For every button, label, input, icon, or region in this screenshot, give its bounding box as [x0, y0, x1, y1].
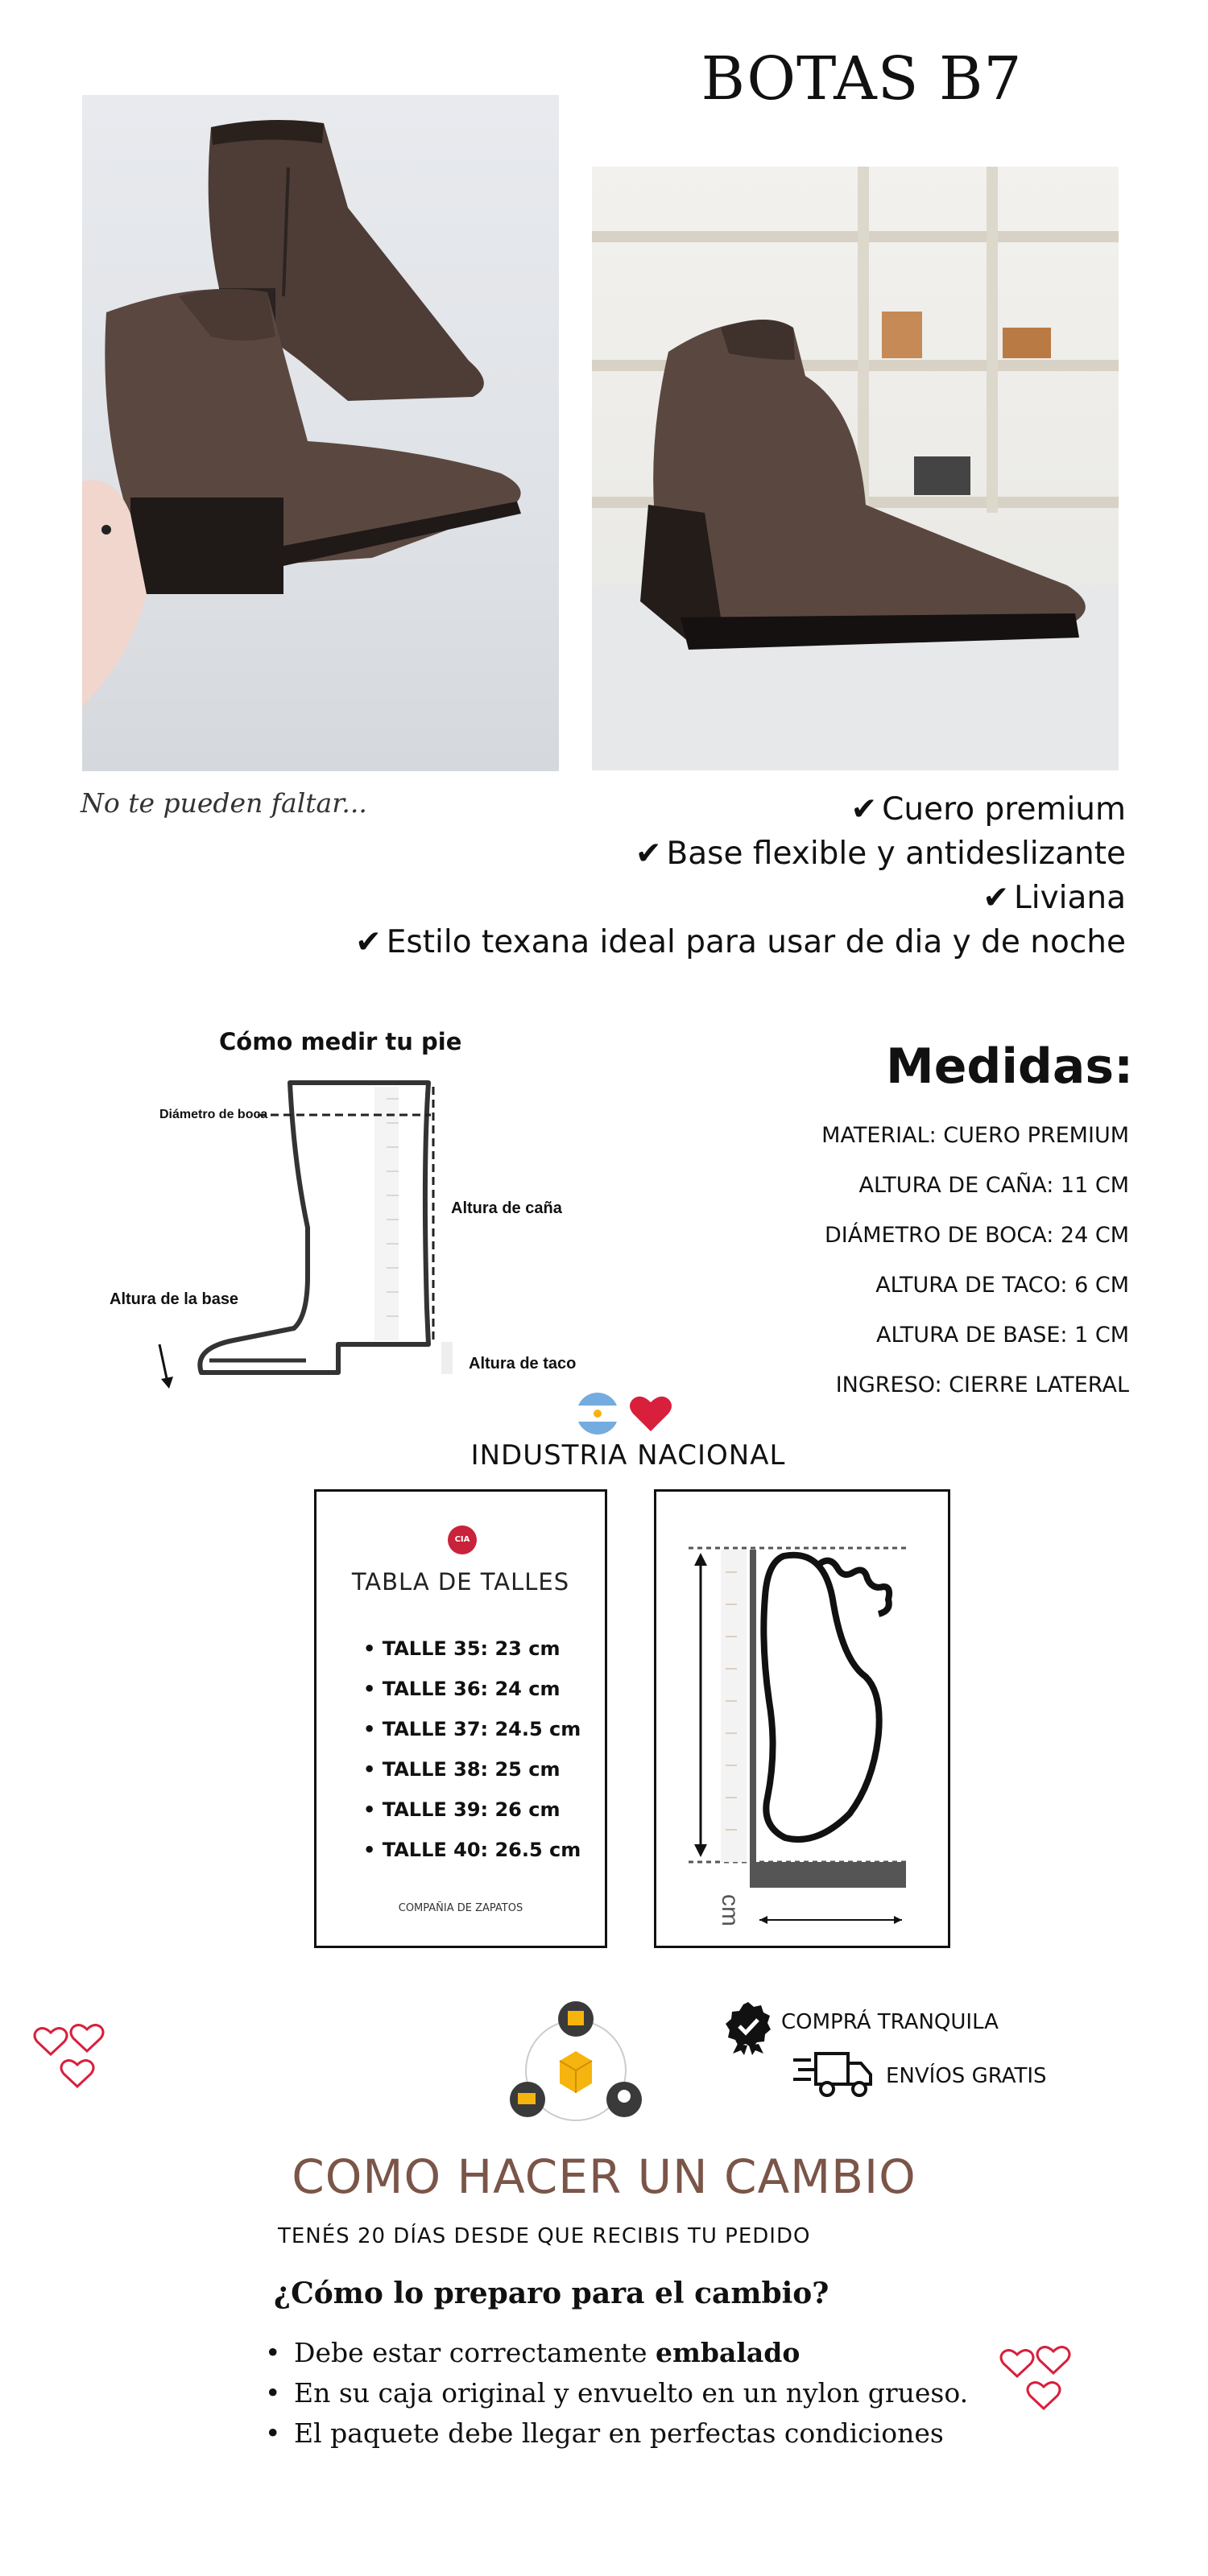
size-item: • TALLE 36: 24 cm	[363, 1678, 561, 1700]
medida-item: ALTURA DE TACO: 6 CM	[875, 1273, 1129, 1298]
argentina-flag-icon	[575, 1391, 680, 1436]
heart-icon	[630, 1397, 672, 1431]
verified-badge-icon	[720, 1999, 776, 2055]
label-mouth: Diámetro de boca	[159, 1108, 268, 1121]
medida-item: ALTURA DE CAÑA: 11 CM	[858, 1173, 1129, 1198]
size-item: • TALLE 38: 25 cm	[363, 1758, 561, 1781]
cambio-item: • En su caja original y envuelto en un nylon grueso.	[294, 2373, 978, 2413]
brand-logo: CIA	[448, 1525, 477, 1554]
cambio-question: ¿Cómo lo preparo para el cambio?	[274, 2277, 829, 2310]
boot-measure-diagram	[97, 1067, 612, 1405]
industria-nacional: INDUSTRIA NACIONAL	[470, 1439, 786, 1472]
boots-hand-illustration	[82, 95, 559, 771]
size-table-footer: COMPAÑIA DE ZAPATOS	[398, 1902, 523, 1914]
size-table-title: TABLA DE TALLES	[351, 1568, 570, 1596]
medida-item: ALTURA DE BASE: 1 CM	[876, 1323, 1129, 1348]
size-item: • TALLE 37: 24.5 cm	[363, 1718, 581, 1740]
foot-measure-card	[654, 1489, 950, 1948]
truck-icon	[793, 2049, 874, 2099]
tagline: No te pueden faltar...	[81, 787, 367, 819]
feature-item: ✔ Cuero premium	[850, 791, 1126, 828]
check-icon: ✔	[635, 836, 662, 872]
label-heel: Altura de taco	[469, 1355, 577, 1373]
hearts-decoration-icon	[997, 2343, 1078, 2415]
compra-tranquila: COMPRÁ TRANQUILA	[781, 2010, 999, 2034]
size-table-card	[314, 1489, 607, 1948]
boot-shelf-illustration	[592, 167, 1119, 770]
size-item: • TALLE 35: 23 cm	[363, 1637, 561, 1660]
medida-item: DIÁMETRO DE BOCA: 24 CM	[824, 1223, 1129, 1248]
product-photo-shelf	[592, 167, 1119, 770]
label-shaft: Altura de caña	[451, 1199, 562, 1217]
label-base: Altura de la base	[110, 1290, 239, 1308]
measure-title: Cómo medir tu pie	[219, 1028, 462, 1055]
feature-item: ✔ Estilo texana ideal para usar de dia y de noche	[355, 924, 1126, 960]
medida-item: MATERIAL: CUERO PREMIUM	[821, 1123, 1129, 1148]
cambio-list	[294, 2333, 978, 2454]
cambio-item: • Debe estar correctamente embalado	[294, 2333, 978, 2373]
foot-measure-diagram	[656, 1492, 948, 1946]
medidas-list	[821, 1111, 1129, 1410]
check-icon: ✔	[850, 791, 878, 828]
delivery-cycle-icon	[503, 1996, 648, 2141]
medidas-title: Medidas:	[886, 1038, 1134, 1095]
feature-item: ✔ Liviana	[983, 880, 1126, 916]
cambio-subtitle: TENÉS 20 DÍAS DESDE QUE RECIBIS TU PEDIDO	[278, 2224, 811, 2248]
feature-item: ✔ Base flexible y antideslizante	[635, 836, 1126, 872]
features-list	[355, 787, 1126, 964]
cambio-item: • El paquete debe llegar en perfectas condiciones	[294, 2413, 978, 2454]
check-icon: ✔	[983, 880, 1009, 916]
envios-gratis: ENVÍOS GRATIS	[886, 2064, 1047, 2088]
unit-label: cm	[717, 1894, 743, 1926]
size-list	[363, 1629, 581, 1870]
size-item: • TALLE 40: 26.5 cm	[363, 1839, 581, 1861]
product-photo-hand	[82, 95, 559, 771]
size-item: • TALLE 39: 26 cm	[363, 1798, 561, 1821]
medida-item: INGRESO: CIERRE LATERAL	[835, 1373, 1129, 1397]
hearts-decoration-icon	[31, 2021, 111, 2093]
check-icon: ✔	[355, 924, 382, 960]
page-title: BOTAS B7	[701, 44, 1023, 114]
cambio-title: COMO HACER UN CAMBIO	[292, 2149, 916, 2204]
